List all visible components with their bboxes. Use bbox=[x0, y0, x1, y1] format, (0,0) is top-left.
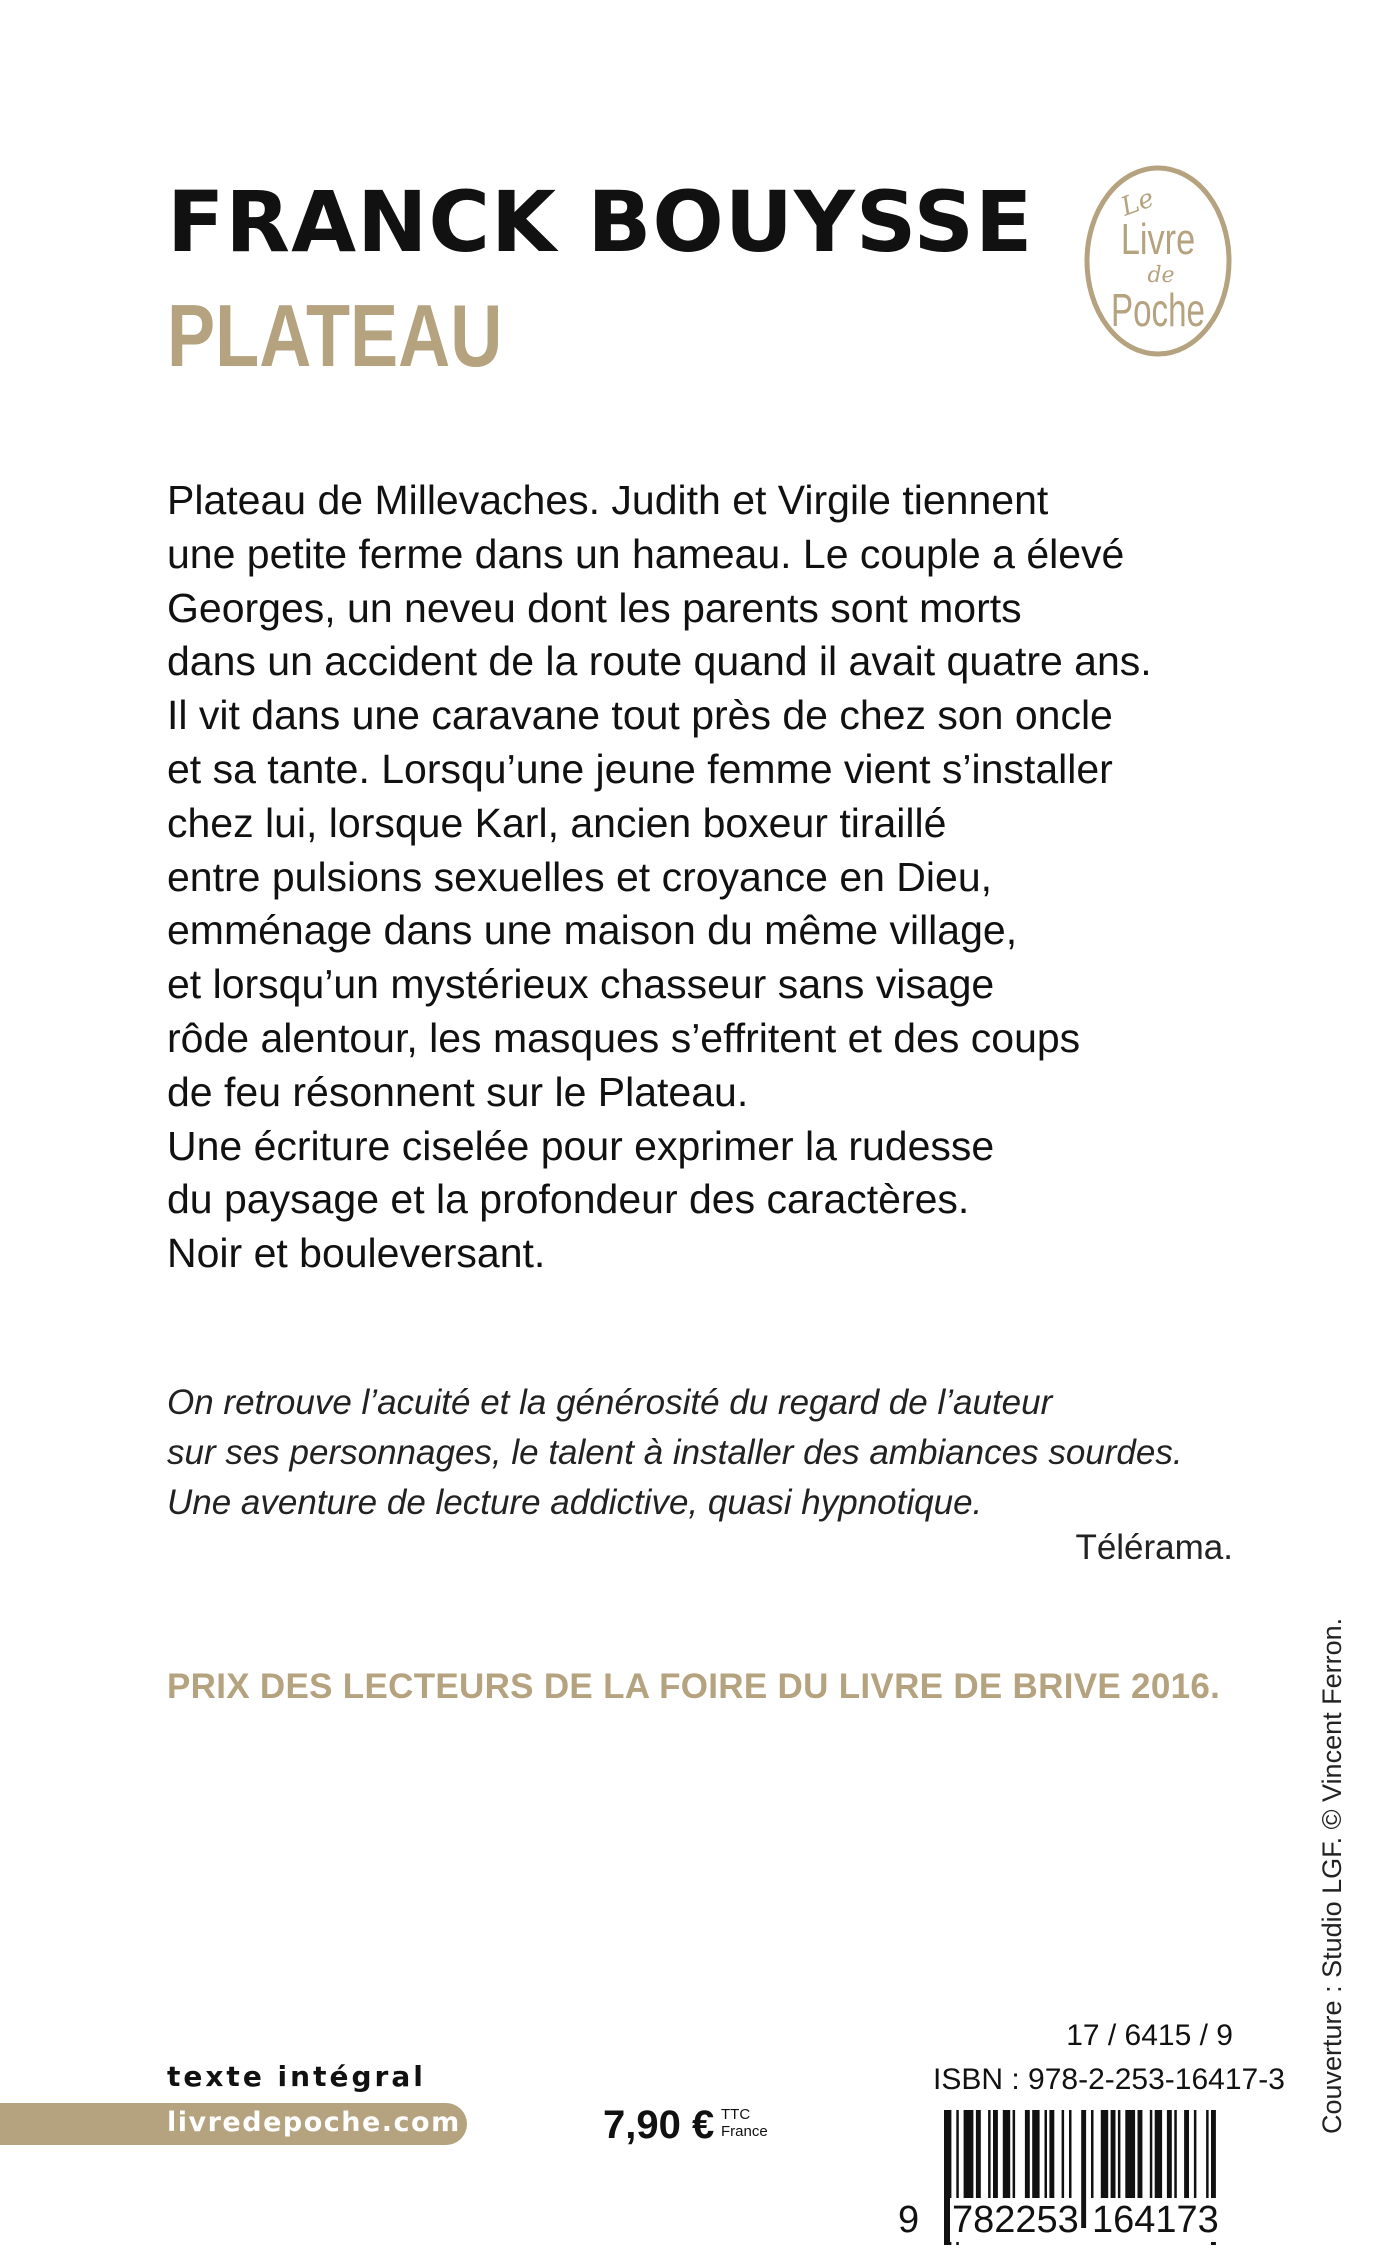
quote-line: sur ses personnages, le talent à installer des ambiances sourdes. bbox=[167, 1433, 1183, 1472]
cover-credit: Couverture : Studio LGF. © Vincent Ferron. bbox=[1317, 1617, 1347, 2134]
edition-code: 17 / 6415 / 9 bbox=[1066, 2019, 1233, 2052]
press-quote bbox=[167, 1378, 1247, 1528]
publisher-logo bbox=[1083, 164, 1233, 358]
blurb-line: entre pulsions sexuelles et croyance en Dieu, bbox=[167, 853, 993, 900]
logo-word-de: de bbox=[1147, 263, 1175, 288]
barcode-right-digits: 164173 bbox=[1092, 2199, 1219, 2241]
blurb-line: dans un accident de la route quand il avait quatre ans. bbox=[167, 638, 1152, 685]
logo-word-le: Le bbox=[1117, 183, 1159, 223]
blurb-line: chez lui, lorsque Karl, ancien boxeur tiraillé bbox=[167, 799, 947, 846]
quote-source: Télérama. bbox=[1075, 1528, 1233, 1567]
price: 7,90 € bbox=[603, 2103, 715, 2147]
website-link[interactable]: livredepoche.com bbox=[167, 2107, 461, 2138]
prize-text: PRIX DES LECTEURS DE LA FOIRE DU LIVRE DE BRIVE 2016. bbox=[167, 1667, 1221, 1706]
book-title: PLATEAU bbox=[167, 286, 503, 385]
barcode-left-digits: 782253 bbox=[952, 2199, 1079, 2241]
logo-word-poche: Poche bbox=[1111, 285, 1205, 337]
quote-line: Une aventure de lecture addictive, quasi hypnotique. bbox=[167, 1483, 983, 1522]
author-name: FRANCK BOUYSSE bbox=[167, 173, 1034, 271]
barcode-first-digit: 9 bbox=[898, 2199, 920, 2241]
texte-integral-label: texte intégral bbox=[167, 2060, 426, 2093]
blurb-line: Une écriture ciselée pour exprimer la rudesse bbox=[167, 1122, 995, 1169]
blurb-line: et sa tante. Lorsqu’une jeune femme vient s’installer bbox=[167, 745, 1113, 792]
blurb-line: rôde alentour, les masques s’effritent et des coups bbox=[167, 1014, 1081, 1061]
price-note bbox=[721, 2106, 768, 2140]
blurb-line: emménage dans une maison du même village, bbox=[167, 907, 1018, 954]
price-note-ttc: TTC bbox=[721, 2106, 751, 2123]
isbn-text: ISBN : 978-2-253-16417-3 bbox=[933, 2063, 1285, 2096]
website-bar bbox=[0, 2103, 467, 2145]
quote-line: On retrouve l’acuité et la générosité du regard de l’auteur bbox=[167, 1383, 1053, 1422]
blurb-line: Noir et bouleversant. bbox=[167, 1230, 546, 1277]
barcode-bar bbox=[1081, 2110, 1086, 2228]
blurb-line: du paysage et la profondeur des caractères. bbox=[167, 1176, 970, 1223]
blurb-line: Plateau de Millevaches. Judith et Virgile tiennent bbox=[167, 477, 1049, 523]
blurb-line: de feu résonnent sur le Plateau. bbox=[167, 1068, 749, 1115]
blurb-line: une petite ferme dans un hameau. Le couple a élevé bbox=[167, 530, 1125, 577]
price-note-france: France bbox=[721, 2123, 768, 2140]
blurb-line: et lorsqu’un mystérieux chasseur sans visage bbox=[167, 961, 995, 1008]
book-blurb bbox=[167, 474, 1247, 1281]
logo-word-livre: Livre bbox=[1120, 214, 1196, 265]
blurb-line: Il vit dans une caravane tout près de chez son oncle bbox=[167, 692, 1113, 739]
blurb-line: Georges, un neveu dont les parents sont morts bbox=[167, 584, 1022, 631]
